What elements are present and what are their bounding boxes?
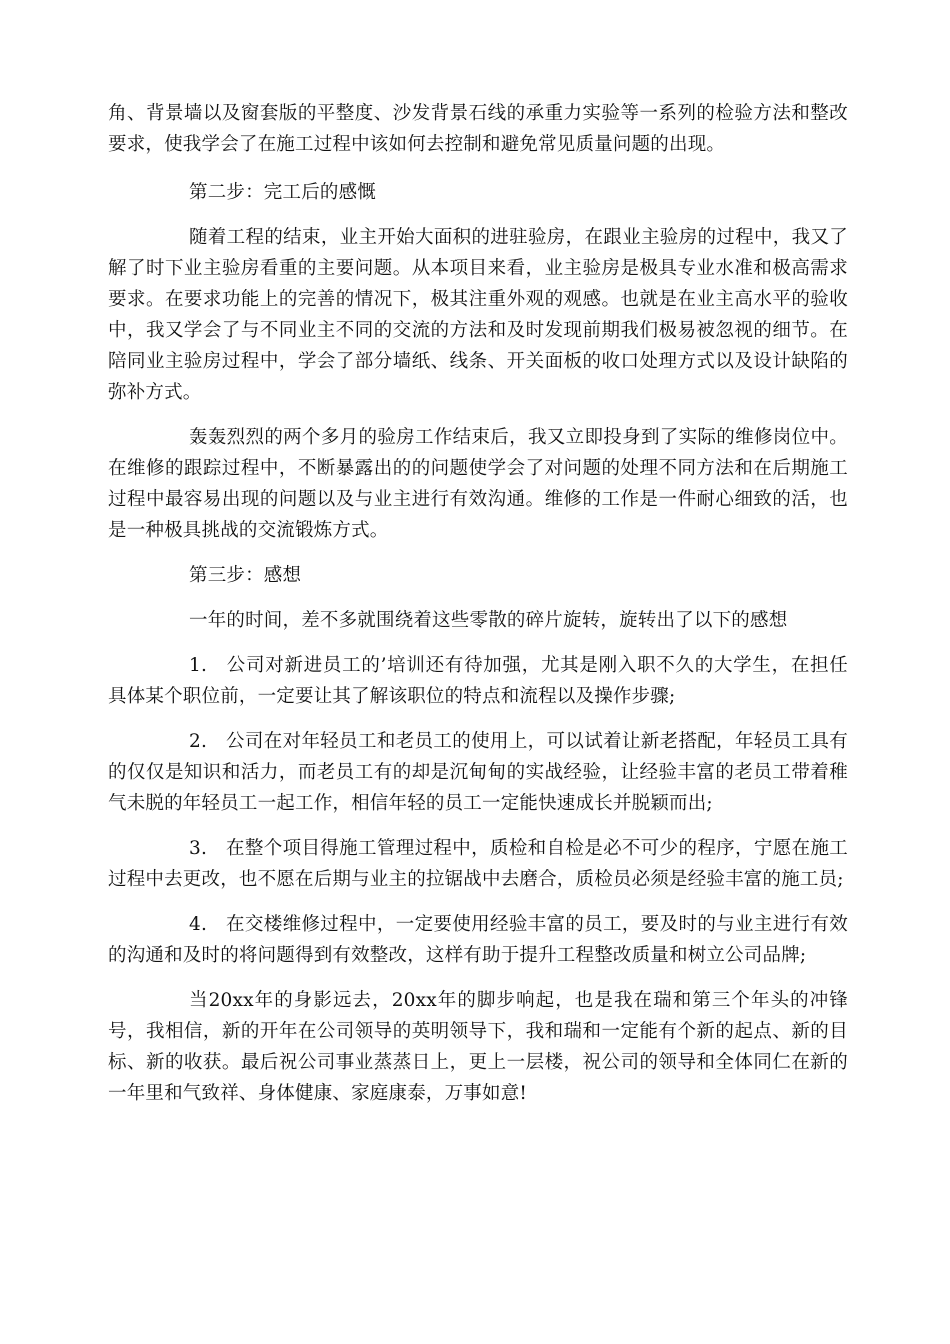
list-item-1: 1. 公司对新进员工的’培训还有待加强，尤其是刚入职不久的大学生，在担任具体某个职位前，一定要让其了解该职位的特点和流程以及操作步骤; <box>108 655 848 707</box>
paragraph-reflection-intro: 一年的时间，差不多就围绕着这些零散的碎片旋转，旋转出了以下的感想 <box>189 610 788 631</box>
list-item-3: 3. 在整个项目得施工管理过程中，质检和自检是必不可少的程序，宁愿在施工过程中去更改，也不愿在后期与业主的拉锯战中去磨合，质检员必须是经验丰富的施工员; <box>108 838 848 890</box>
section-heading-step-two: 第二步：完工后的感慨 <box>189 182 377 203</box>
list-item-4: 4. 在交楼维修过程中，一定要使用经验丰富的员工，要及时的与业主进行有效的沟通和及时的将问题得到有效整改，这样有助于提升工程整改质量和树立公司品牌; <box>108 914 848 966</box>
section-heading-step-three: 第三步：感想 <box>189 565 302 586</box>
paragraph-closing: 当20xx年的身影远去，20xx年的脚步响起，也是我在瑞和第三个年头的冲锋号，我相信，新的开年在公司领导的英明领导下，我和瑞和一定能有个新的起点、新的目标、新的收获。最后祝公司事业蒸蒸日上，更上一层楼，祝公司的领导和全体同仁在新的一年里和气致祥、身体健康、家庭康泰，万事如意! <box>108 990 848 1104</box>
document-body <box>108 98 848 1123</box>
paragraph-continuation: 角、背景墙以及窗套版的平整度、沙发背景石线的承重力实验等一系列的检验方法和整改要求，使我学会了在施工过程中该如何去控制和避免常见质量问题的出现。 <box>108 103 848 155</box>
paragraph-inspection: 随着工程的结束，业主开始大面积的进驻验房，在跟业主验房的过程中，我又了解了时下业主验房看重的主要问题。从本项目来看，业主验房是极具专业水准和极高需求要求。在要求功能上的完善的情况下，极其注重外观的观感。也就是在业主高水平的验收中，我又学会了与不同业主不同的交流的方法和及时发现前期我们极易被忽视的细节。在陪同业主验房过程中，学会了部分墙纸、线条、开关面板的收口处理方式以及设计缺陷的弥补方式。 <box>108 227 848 403</box>
paragraph-maintenance: 轰轰烈烈的两个多月的验房工作结束后，我又立即投身到了实际的维修岗位中。在维修的跟踪过程中，不断暴露出的的问题使学会了对问题的处理不同方法和在后期施工过程中最容易出现的问题以及与业主进行有效沟通。维修的工作是一件耐心细致的活，也是一种极具挑战的交流锻炼方式。 <box>108 427 848 541</box>
list-item-2: 2. 公司在对年轻员工和老员工的使用上，可以试着让新老搭配，年轻员工具有的仅仅是知识和活力，而老员工有的却是沉甸甸的实战经验，让经验丰富的老员工带着稚气未脱的年轻员工一起工作，相信年轻的员工一定能快速成长并脱颖而出; <box>108 731 848 814</box>
